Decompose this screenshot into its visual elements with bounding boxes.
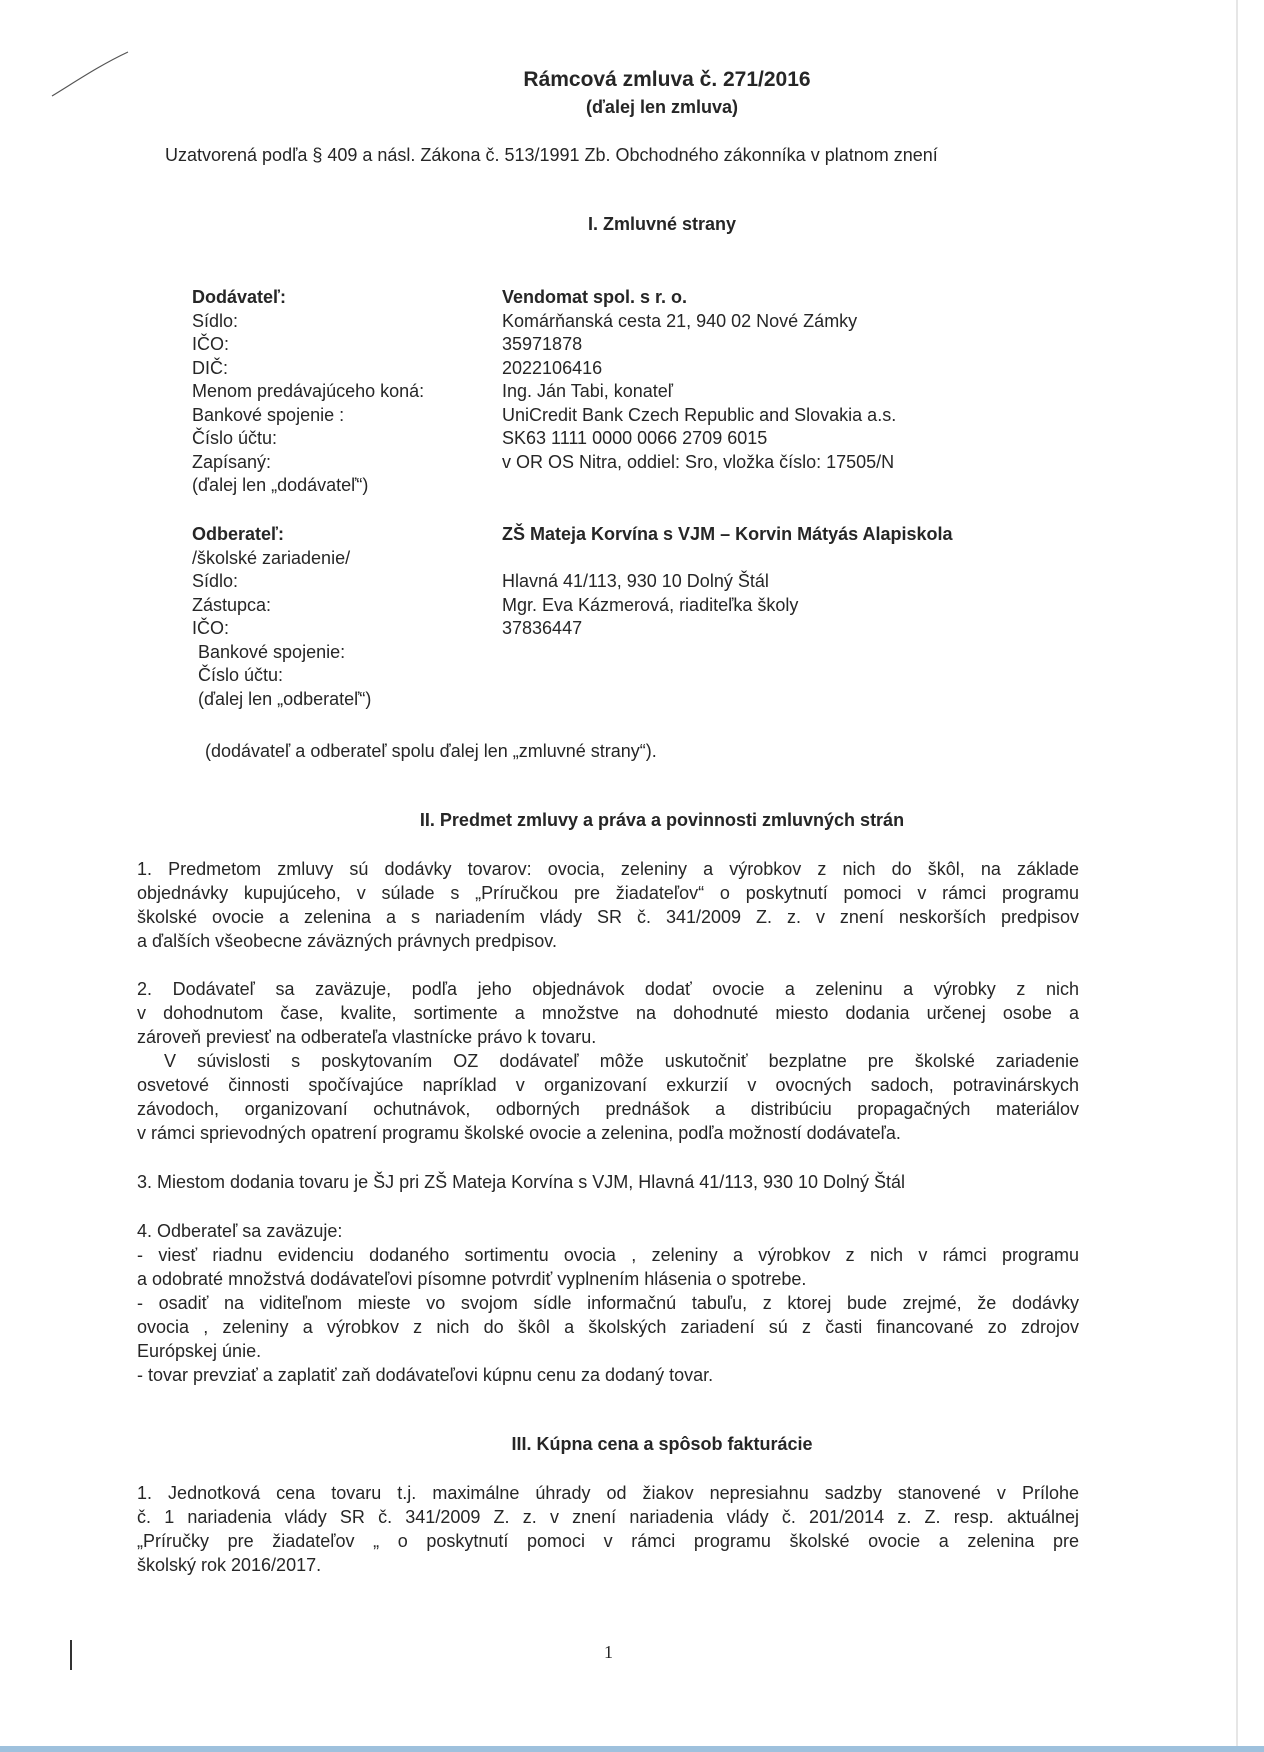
section-3-heading: III. Kúpna cena a spôsob fakturácie <box>511 1434 813 1454</box>
paragraph-line: - osadiť na viditeľnom mieste vo svojom sídle informačnú tabuľu, z ktorej bude zrejmé, že dodávky <box>137 1293 1079 1313</box>
supplier-label: Dodávateľ: <box>192 287 286 307</box>
supplier-dic-value: 2022106416 <box>502 357 603 378</box>
customer-row <box>192 664 952 688</box>
customer-block <box>192 523 952 711</box>
customer-alias: (ďalej len „odberateľ“) <box>198 688 372 709</box>
parties-note: (dodávateľ a odberateľ spolu ďalej len „zmluvné strany“). <box>205 741 657 761</box>
paragraph-line: V súvislosti s poskytovaním OZ dodávateľ môže uskutočniť bezplatne pre školské zariadenie <box>164 1051 1079 1071</box>
paragraph-line: - viesť riadnu evidenciu dodaného sortimentu ovocia , zeleniny a výrobkov z nich v rámci programu <box>137 1245 1079 1265</box>
paragraph-line: zároveň previesť na odberateľa vlastnícke právo k tovaru. <box>137 1027 597 1047</box>
supplier-seat-value: Komárňanská cesta 21, 940 02 Nové Zámky <box>502 310 858 331</box>
supplier-ico-value: 35971878 <box>502 334 583 354</box>
paragraph-line: a ďalších všeobecne záväzných právnych predpisov. <box>137 931 557 951</box>
supplier-representative-label: Menom predávajúceho koná: <box>192 381 425 401</box>
customer-ico-label: IČO: <box>192 618 230 638</box>
document-subtitle: (ďalej len zmluva) <box>586 97 738 117</box>
supplier-row <box>192 427 896 451</box>
paragraph-line: č. 1 nariadenia vlády SR č. 341/2009 Z. z. v znení nariadenia vlády č. 201/2014 z. Z. resp. aktuálnej <box>137 1507 1079 1527</box>
supplier-row <box>192 286 896 310</box>
document-title: Rámcová zmluva č. 271/2016 <box>523 68 811 91</box>
supplier-block <box>192 286 896 498</box>
customer-row <box>192 523 952 547</box>
paragraph-line: školské ovocie a zelenina a s nariadením vlády SR č. 341/2009 Z. z. v znení neskorších predpisov <box>137 907 1079 927</box>
paragraph-2-1 <box>137 857 1079 953</box>
paragraph-line: 1. Jednotková cena tovaru t.j. maximálne úhrady od žiakov nepresiahnu sadzby stanovené v Prílohe <box>137 1483 1079 1503</box>
customer-row <box>192 570 952 594</box>
customer-row <box>192 688 952 712</box>
scan-edge-shadow <box>1236 0 1238 1752</box>
supplier-row <box>192 310 896 334</box>
customer-row <box>192 547 952 571</box>
customer-type-label: /školské zariadenie/ <box>192 547 351 568</box>
customer-representative-label: Zástupca: <box>192 594 272 615</box>
paragraph-line: 3. Miestom dodania tovaru je ŠJ pri ZŠ Mateja Korvína s VJM, Hlavná 41/113, 930 10 Dolný Štál <box>137 1172 906 1192</box>
paragraph-line: závodoch, organizovaní ochutnávok, odborných prednášok a distribúciu propagačných materiálov <box>137 1099 1079 1119</box>
section-2-heading: II. Predmet zmluvy a práva a povinnosti zmluvných strán <box>419 810 905 830</box>
paragraph-line: ovocia , zeleniny a výrobkov z nich do škôl a školských zariadení sú z časti financované zo zdrojov <box>137 1317 1079 1337</box>
customer-row <box>192 641 952 665</box>
supplier-bank-value: UniCredit Bank Czech Republic and Slovakia a.s. <box>502 404 897 425</box>
customer-row <box>192 617 952 641</box>
supplier-row <box>192 451 896 475</box>
section-1-heading: I. Zmluvné strany <box>587 214 737 234</box>
supplier-ico-label: IČO: <box>192 334 230 354</box>
supplier-dic-label: DIČ: <box>192 357 228 378</box>
paragraph-line: školský rok 2016/2017. <box>137 1555 322 1575</box>
paragraph-line: osvetové činnosti spočívajúce napríklad v organizovaní exkurzií v ovocných sadoch, potravinárskych <box>137 1075 1079 1095</box>
paragraph-line: a odobraté množstvá dodávateľovi písomne potvrdiť vyplnením hlásenia o spotrebe. <box>137 1269 807 1289</box>
supplier-row <box>192 474 896 498</box>
paragraph-line: 4. Odberateľ sa zaväzuje: <box>137 1221 343 1241</box>
paragraph-2-2 <box>137 977 1079 1145</box>
paragraph-line: Európskej únie. <box>137 1341 262 1361</box>
customer-row <box>192 594 952 618</box>
paragraph-line: „Príručky pre žiadateľov „ o poskytnutí pomoci v rámci programu školské ovocie a zelenina pre <box>137 1531 1079 1551</box>
supplier-account-label: Číslo účtu: <box>192 428 278 448</box>
paragraph-line: objednávky kupujúceho, v súlade s „Príručkou pre žiadateľov“ o poskytnutí pomoci v rámci programu <box>137 883 1079 903</box>
page-number: 1 <box>604 1642 613 1662</box>
supplier-seat-label: Sídlo: <box>192 310 239 331</box>
supplier-registered-label: Zapísaný: <box>192 451 272 472</box>
supplier-bank-label: Bankové spojenie : <box>192 404 345 425</box>
customer-account-label: Číslo účtu: <box>198 665 284 685</box>
margin-mark <box>70 1640 72 1670</box>
paragraph-3-1 <box>137 1481 1079 1577</box>
supplier-account-value: SK63 1111 0000 0066 2709 6015 <box>502 428 768 448</box>
supplier-name: Vendomat spol. s r. o. <box>502 287 688 307</box>
customer-ico-value: 37836447 <box>502 618 583 638</box>
paragraph-line: - tovar prevziať a zaplatiť zaň dodávateľovi kúpnu cenu za dodaný tovar. <box>137 1365 714 1385</box>
supplier-alias: (ďalej len „dodávateľ“) <box>192 475 369 495</box>
paragraph-line: 1. Predmetom zmluvy sú dodávky tovarov: ovocia, zeleniny a výrobkov z nich do škôl, na základe <box>137 859 1079 879</box>
customer-seat-label: Sídlo: <box>192 571 239 591</box>
supplier-row <box>192 333 896 357</box>
document-intro: Uzatvorená podľa § 409 a násl. Zákona č. 513/1991 Zb. Obchodného zákonníka v platnom znení <box>165 145 938 165</box>
supplier-row <box>192 357 896 381</box>
paragraph-2-4 <box>137 1219 1079 1387</box>
supplier-representative-value: Ing. Ján Tabi, konateľ <box>502 381 674 401</box>
supplier-registered-value: v OR OS Nitra, oddiel: Sro, vložka číslo: 17505/N <box>502 451 895 472</box>
scan-bottom-edge <box>0 1746 1264 1752</box>
paragraph-line: v dohodnutom čase, kvalite, sortimente a množstve na dohodnuté miesto dodania určenej osobe a <box>137 1003 1079 1023</box>
customer-bank-label: Bankové spojenie: <box>198 641 346 662</box>
customer-name: ZŠ Mateja Korvína s VJM – Korvin Mátyás Alapiskola <box>502 524 953 544</box>
customer-seat-value: Hlavná 41/113, 930 10 Dolný Štál <box>502 571 769 591</box>
paragraph-line: 2. Dodávateľ sa zaväzuje, podľa jeho objednávok dodať ovocie a zeleninu a výrobky z nich <box>137 979 1079 999</box>
supplier-row <box>192 404 896 428</box>
customer-label: Odberateľ: <box>192 524 284 544</box>
supplier-row <box>192 380 896 404</box>
paragraph-2-3 <box>137 1170 1079 1194</box>
paragraph-line: v rámci sprievodných opatrení programu školské ovocie a zelenina, podľa možností dodávateľa. <box>137 1123 901 1143</box>
customer-representative-value: Mgr. Eva Kázmerová, riaditeľka školy <box>502 594 799 615</box>
